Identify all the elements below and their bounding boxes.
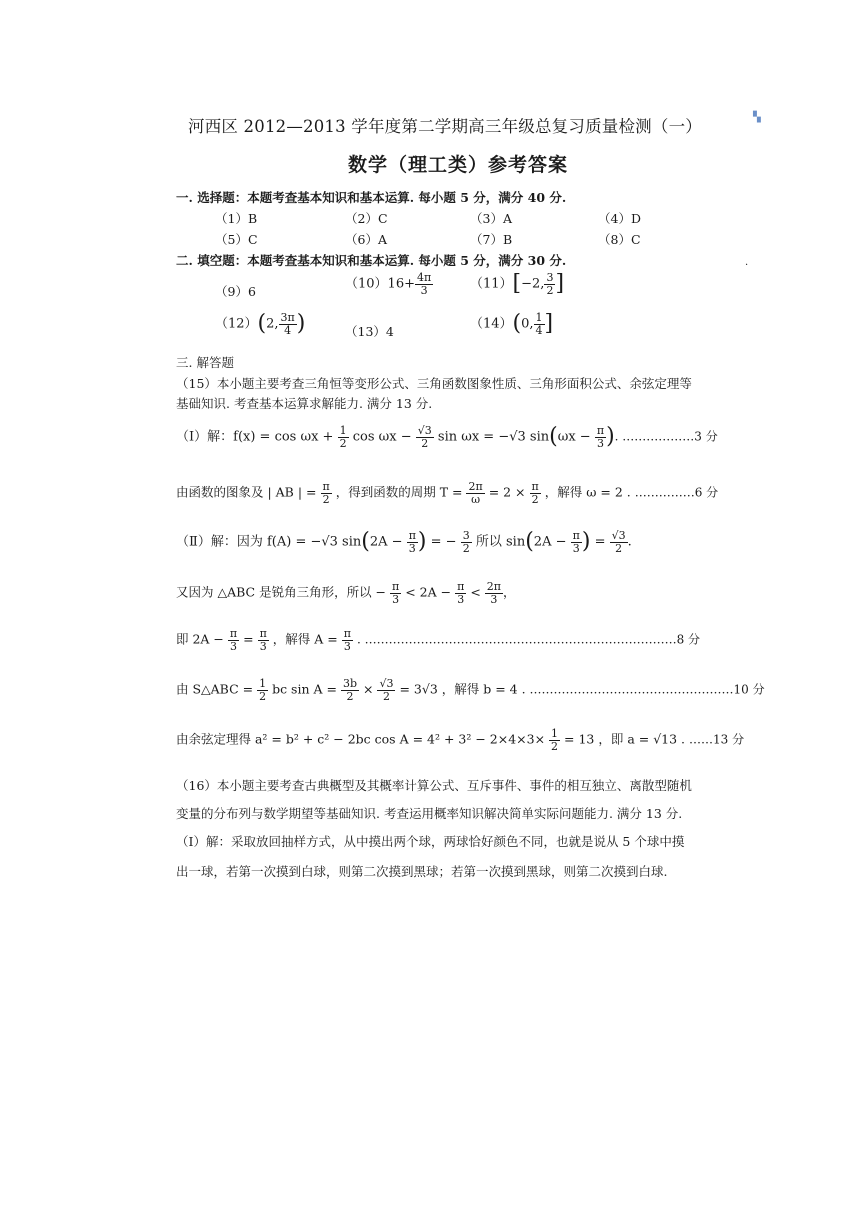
section2-heading: 二. 填空题：本题考查基本知识和基本运算. 每小题 5 分，满分 30 分. xyxy=(176,253,567,268)
stray-dot: . xyxy=(745,257,749,268)
answer-11: （11）[−2, $\frac{3}{2}$ ] xyxy=(470,271,565,297)
answer-14: （14）(0, $\frac{1}{4}$ ] xyxy=(470,311,554,337)
answer-6: （6）A xyxy=(345,232,387,247)
q15-period-line: 由函数的图象及 | AB | = $\frac{\pi}{2}$ ，得到函数的周期 T = $\frac{2\pi}{\omega}$ = 2 × $\frac{\pi}{2}$ ，解得 ω = 2 . ……………6 分 xyxy=(176,480,719,506)
q16-part1-line1: （Ⅰ）解：采取放回抽样方式，从中摸出两个球，两球恰好颜色不同，也就是说从 5 个球中摸 xyxy=(176,834,685,849)
q15-intro-line2: 基础知识. 考查基本运算求解能力. 满分 13 分. xyxy=(176,396,433,411)
answer-8: （8）C xyxy=(598,232,641,247)
q15-solve-A-line: 即 2A − $\frac{\pi}{3}$ = $\frac{\pi}{3}$ ，解得 A = $\frac{\pi}{3}$ . ……………………………………………………………………8 分 xyxy=(176,627,701,653)
document-title: 河西区 2012—2013 学年度第二学期高三年级总复习质量检测（一） xyxy=(188,117,702,136)
answer-12: （12）(2, $\frac{3\pi}{4}$ ) xyxy=(215,311,306,337)
q16-intro-line1: （16）本小题主要考查古典概型及其概率计算公式、互斥事件、事件的相互独立、离散型随机 xyxy=(176,778,692,793)
q16-intro-line2: 变量的分布列与数学期望等基础知识. 考查运用概率知识解决简单实际问题能力. 满分 13 分. xyxy=(176,806,683,821)
q15-part2-line: （Ⅱ）解：因为 f(A) = −√3 sin(2A − $\frac{\pi}{3}$ ) = − $\frac{3}{2}$ 所以 sin(2A − $\frac{\pi}{3}$ ) = $\frac{√3}{2}$ . xyxy=(176,529,632,555)
answer-3: （3）A xyxy=(470,211,512,226)
answer-9: （9）6 xyxy=(215,284,256,299)
q15-area-line: 由 S△ABC = $\frac{1}{2}$ bc sin A = $\frac{3b}{2}$ × $\frac{√3}{2}$ = 3√3 ，解得 b = 4 . ……………………………………………10 分 xyxy=(176,677,765,703)
q15-part1-line: （Ⅰ）解：f(x) = cos ωx + $\frac{1}{2}$ cos ωx − $\frac{√3}{2}$ sin ωx = −√3 sin(ωx − $\frac{\pi}{3}$ ). ………………3 分 xyxy=(176,424,718,450)
q15-acute-line: 又因为 △ABC 是锐角三角形，所以 − $\frac{\pi}{3}$ < 2A − $\frac{\pi}{3}$ < $\frac{2\pi}{3}$ ， xyxy=(176,580,516,606)
page-corner-icon: ▚ xyxy=(753,112,761,123)
q15-intro-line1: （15）本小题主要考查三角恒等变形公式、三角函数图象性质、三角形面积公式、余弦定理等 xyxy=(176,376,692,391)
answer-1: （1）B xyxy=(215,211,258,226)
q15-cosine-line: 由余弦定理得 a² = b² + c² − 2bc cos A = 4² + 3² − 2×4×3× $\frac{1}{2}$ = 13 ，即 a = √13 . ……13 分 xyxy=(176,727,745,753)
answer-7: （7）B xyxy=(470,232,513,247)
answer-2: （2）C xyxy=(345,211,388,226)
answer-10: （10）16+ $\frac{4\pi}{3}$ xyxy=(345,271,432,297)
section1-heading: 一. 选择题：本题考查基本知识和基本运算. 每小题 5 分，满分 40 分. xyxy=(176,190,567,205)
answer-13: （13）4 xyxy=(345,324,394,339)
answer-5: （5）C xyxy=(215,232,258,247)
q16-part1-line2: 出一球，若第一次摸到白球，则第二次摸到黑球；若第一次摸到黑球，则第二次摸到白球. xyxy=(176,864,668,879)
answer-4: （4）D xyxy=(598,211,641,226)
document-subtitle: 数学（理工类）参考答案 xyxy=(348,154,569,176)
section3-heading: 三. 解答题 xyxy=(176,355,234,370)
